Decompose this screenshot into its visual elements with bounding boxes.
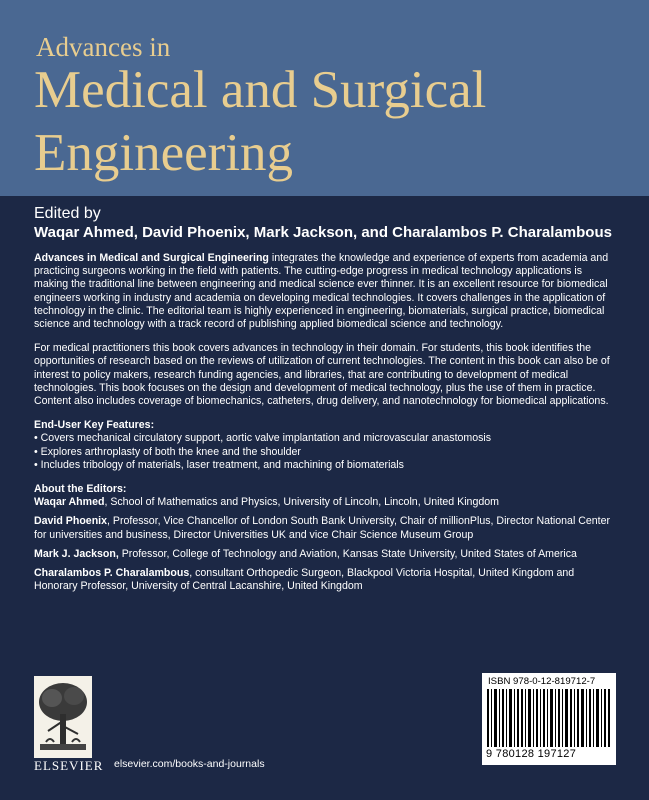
title-band	[0, 0, 649, 196]
intro-bold-title: Advances in Medical and Surgical Engineering	[34, 252, 269, 264]
publisher-name: ELSEVIER	[34, 758, 104, 773]
barcode-icon	[487, 689, 611, 747]
isbn-label: ISBN 978-0-12-819712-7	[488, 676, 596, 687]
barcode-digits: 9 780128 197127	[486, 748, 577, 760]
features-heading: End-User Key Features:	[34, 419, 155, 432]
feature-item: • Covers mechanical circulatory support, aortic valve implantation and microvascular anastomosis	[34, 432, 492, 445]
feature-item: • Explores arthroplasty of both the knee and the shoulder	[34, 445, 301, 458]
feature-item: • Includes tribology of materials, laser treatment, and machining of biomaterials	[34, 458, 404, 471]
book-title-line1: Medical and Surgical	[34, 61, 487, 119]
intro-paragraph	[34, 252, 618, 331]
elsevier-tree-logo	[34, 676, 92, 758]
editor-name: Mark J. Jackson,	[34, 547, 119, 560]
editor-bio	[34, 515, 618, 541]
book-title-line2: Engineering	[34, 124, 294, 182]
editor-desc: , Professor, Vice Chancellor of London South Bank University, Chair of millionPlus, Director National Center for universities and business, Director Universities UK and vice Chair Science Museum Group	[34, 515, 611, 541]
editor-name: Waqar Ahmed	[34, 496, 105, 509]
intro-text: integrates the knowledge and experience of experts from academia and practicing surgeons working in the field with patients. The cutting-edge progress in medical technology applications is making the traditional line between engineering and medical science ever thinner. It is an excellent resource for biomedical engineers working in industry and academia on developing medical technologies. It covers challenges in the application of technology in the clinic. The editorial team is highly experienced in engineering, biomaterials, surgical practice, biomedical science and technology with a track record of publishing applied biomedical science and technology.	[34, 252, 609, 331]
second-paragraph: For medical practitioners this book covers advances in technology in their domain. For students, this book identifies the opportunities of research based on the reviews of utilization of current technologies. The content in this book can also be of interest to policy makers, research funding agencies, and libraries, that are contributing to development of medical technologies. This book focuses on the design and development of medical technology, plus the use of them in practice. Content also includes coverage of biomechanics, catheters, drug delivery, and nanotechnology for biomedical applications.	[34, 342, 610, 408]
publisher-url: elsevier.com/books-and-journals	[114, 758, 265, 770]
editor-bio	[34, 548, 618, 561]
isbn-barcode-box	[482, 673, 616, 765]
editor-name: Charalambos P. Charalambous	[34, 567, 190, 580]
edited-by-label: Edited by	[34, 205, 101, 222]
description-body	[34, 252, 618, 599]
series-kicker: Advances in	[36, 32, 171, 62]
editor-desc: Professor, College of Technology and Aviation, Kansas State University, United States of America	[118, 547, 577, 560]
editor-desc: , School of Mathematics and Physics, University of Lincoln, Lincoln, United Kingdom	[104, 496, 499, 509]
editor-name: David Phoenix	[34, 515, 107, 528]
editors-names: Waqar Ahmed, David Phoenix, Mark Jackson, and Charalambos P. Charalambous	[34, 224, 612, 241]
editor-desc: , consultant Orthopedic Surgeon, Blackpool Victoria Hospital, United Kingdom and Honorary Professor, University of Central Lacanshire, United Kingdom	[34, 567, 575, 593]
editor-bio	[34, 567, 618, 593]
editor-bio	[34, 496, 618, 509]
about-editors-heading: About the Editors:	[34, 483, 127, 496]
features-list	[34, 432, 618, 472]
